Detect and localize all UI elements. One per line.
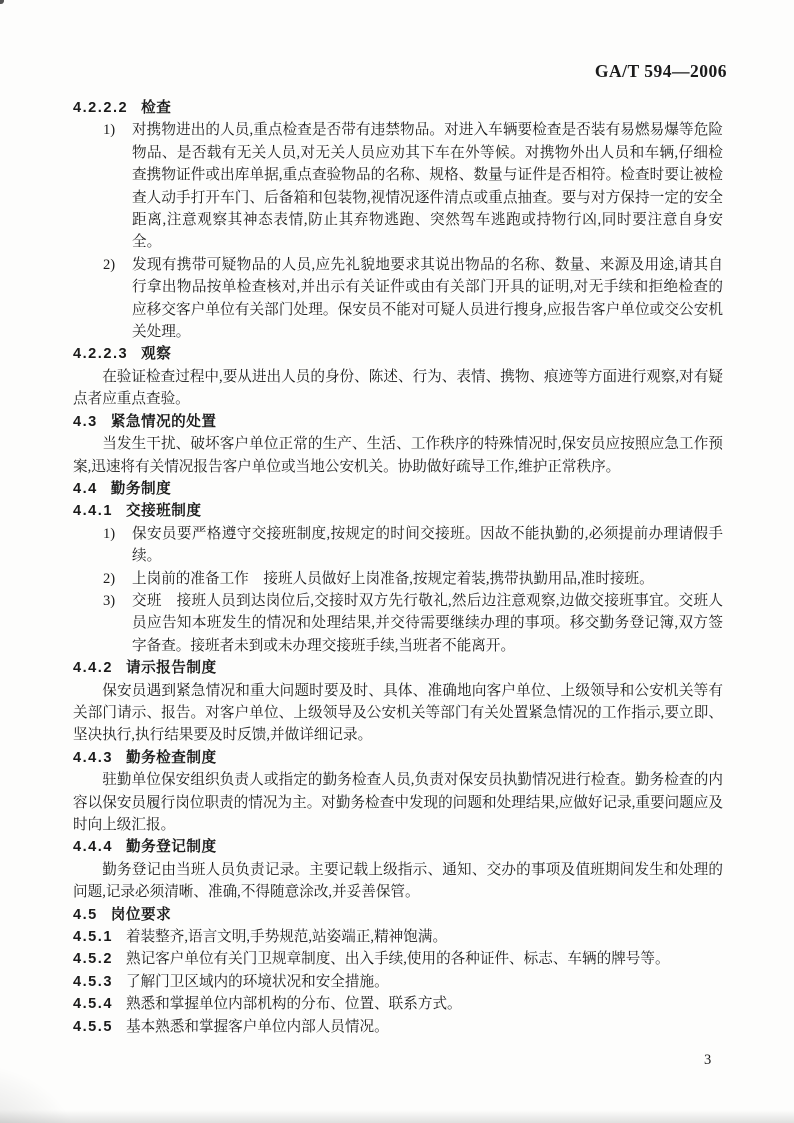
list-marker: 1) <box>103 122 116 139</box>
standard-code-header: GA/T 594—2006 <box>594 61 727 81</box>
list-item <box>73 119 723 253</box>
clause-number: 4.5.5 <box>73 1018 113 1035</box>
section-heading <box>73 478 723 500</box>
list-text: 交班 接班人员到达岗位后,交接时双方先行敬礼,然后边注意观察,边做交接班事宜。交班人员应告知本班发生的情况和处理结果,并交待需要继续办理的事项。移交勤务登记簿,双方签字备查。接班者未到或未办理交接班手续,当班者不能离开。 <box>132 592 723 654</box>
clause-line <box>73 926 723 948</box>
list-item <box>73 254 723 344</box>
list-marker: 1) <box>103 525 116 542</box>
list-marker: 2) <box>103 570 116 587</box>
clause-number: 4.5 <box>73 906 98 923</box>
paragraph: 勤务登记由当班人员负责记录。主要记载上级指示、通知、交办的事项及值班期间发生和处理的问题,记录必须清晰、准确,不得随意涂改,并妥善保管。 <box>73 861 723 901</box>
clause-number: 4.4.3 <box>73 749 113 766</box>
clause-title: 勤务检查制度 <box>125 749 217 766</box>
document-content <box>73 97 723 1038</box>
clause-text: 基本熟悉和掌握客户单位内部人员情况。 <box>125 1018 389 1035</box>
paragraph: 保安员遇到紧急情况和重大问题时要及时、具体、准确地向客户单位、上级领导和公安机关等有关部门请示、报告。对客户单位、上级领导及公安机关等部门有关处置紧急情况的工作指示,要立即、坚决执行,执行结果要及时反馈,并做详细记录。 <box>73 682 723 744</box>
list-item <box>73 568 723 590</box>
clause-number: 4.5.2 <box>73 951 113 968</box>
scan-speck-artifact <box>0 0 4 4</box>
clause-title: 勤务制度 <box>110 480 172 497</box>
scan-bottom-edge-artifact <box>0 1110 794 1123</box>
section-heading <box>73 747 723 769</box>
list-text: 对携物进出的人员,重点检查是否带有违禁物品。对进入车辆要检查是否装有易燃易爆等危险物品、是否载有无关人员,对无关人员应劝其下车在外等候。对携物外出人员和车辆,仔细检查携物证件或出库单据,重点查验物品的名称、规格、数量与证件是否相符。检查时要让被检查人动手打开车门、后备箱和包装物,视情况逐件清点或重点抽查。要与对方保持一定的安全距离,注意观察其神态表情,防止其弃物逃跑、突然驾车逃跑或持物行凶,同时要注意自身安全。 <box>132 122 723 251</box>
clause-line <box>73 993 723 1015</box>
clause-title: 观察 <box>141 346 172 363</box>
scan-corner-artifact <box>0 1063 80 1123</box>
clause-title: 紧急情况的处置 <box>110 413 217 430</box>
clause-number: 4.5.1 <box>73 929 113 946</box>
clause-number: 4.4.1 <box>73 503 113 520</box>
section-heading <box>73 500 723 522</box>
clause-title: 请示报告制度 <box>125 660 217 677</box>
section-heading <box>73 411 723 433</box>
clause-line <box>73 971 723 993</box>
list-marker: 3) <box>103 592 116 609</box>
list-text: 发现有携带可疑物品的人员,应先礼貌地要求其说出物品的名称、数量、来源及用途,请其自行拿出物品按单检查核对,并出示有关证件或由有关部门开具的证明,对无手续和拒绝检查的应移交客户单位有关部门处理。保安员不能对可疑人员进行搜身,应报告客户单位或交公安机关处理。 <box>132 256 723 341</box>
clause-text: 了解门卫区域内的环境状况和安全措施。 <box>125 973 389 990</box>
section-heading <box>73 97 723 119</box>
section-heading <box>73 836 723 858</box>
clause-number: 4.4.4 <box>73 839 113 856</box>
section-heading <box>73 343 723 365</box>
clause-title: 勤务登记制度 <box>125 839 217 856</box>
clause-number: 4.5.3 <box>73 973 113 990</box>
list-item <box>73 523 723 568</box>
clause-number: 4.5.4 <box>73 996 113 1013</box>
clause-number: 4.4.2 <box>73 660 113 677</box>
clause-text: 熟悉和掌握单位内部机构的分布、位置、联系方式。 <box>125 996 462 1013</box>
clause-number: 4.3 <box>73 413 98 430</box>
section-heading <box>73 904 723 926</box>
clause-number: 4.2.2.2 <box>73 100 129 116</box>
list-marker: 2) <box>103 256 116 273</box>
list-text: 上岗前的准备工作 接班人员做好上岗准备,按规定着装,携带执勤用品,准时接班。 <box>132 570 654 587</box>
paragraph: 驻勤单位保安组织负责人或指定的勤务检查人员,负责对保安员执勤情况进行检查。勤务检查的内容以保安员履行岗位职责的情况为主。对勤务检查中发现的问题和处理结果,应做好记录,重要问题应及时向上级汇报。 <box>73 772 723 833</box>
clause-text: 熟记客户单位有关门卫规章制度、出入手续,使用的各种证件、标志、车辆的牌号等。 <box>125 951 670 968</box>
clause-text: 着装整齐,语言文明,手势规范,站姿端正,精神饱满。 <box>125 929 448 946</box>
clause-line <box>73 1016 723 1038</box>
clause-title: 交接班制度 <box>125 503 202 520</box>
clause-number: 4.4 <box>73 480 98 497</box>
clause-title: 岗位要求 <box>110 906 172 923</box>
paragraph: 当发生干扰、破坏客户单位正常的生产、生活、工作秩序的特殊情况时,保安员应按照应急工作预案,迅速将有关情况报告客户单位或当地公安机关。协助做好疏导工作,维护正常秩序。 <box>73 436 723 475</box>
list-text: 保安员要严格遵守交接班制度,按规定的时间交接班。因故不能执勤的,必须提前办理请假手续。 <box>132 525 723 565</box>
clause-title: 检查 <box>141 100 172 116</box>
clause-line <box>73 948 723 970</box>
paragraph: 在验证检查过程中,要从进出人员的身份、陈述、行为、表情、携物、痕迹等方面进行观察,对有疑点者应重点查验。 <box>73 368 723 408</box>
section-heading <box>73 657 723 679</box>
page-number: 3 <box>704 1052 712 1068</box>
list-item <box>73 590 723 657</box>
clause-number: 4.2.2.3 <box>73 346 129 363</box>
